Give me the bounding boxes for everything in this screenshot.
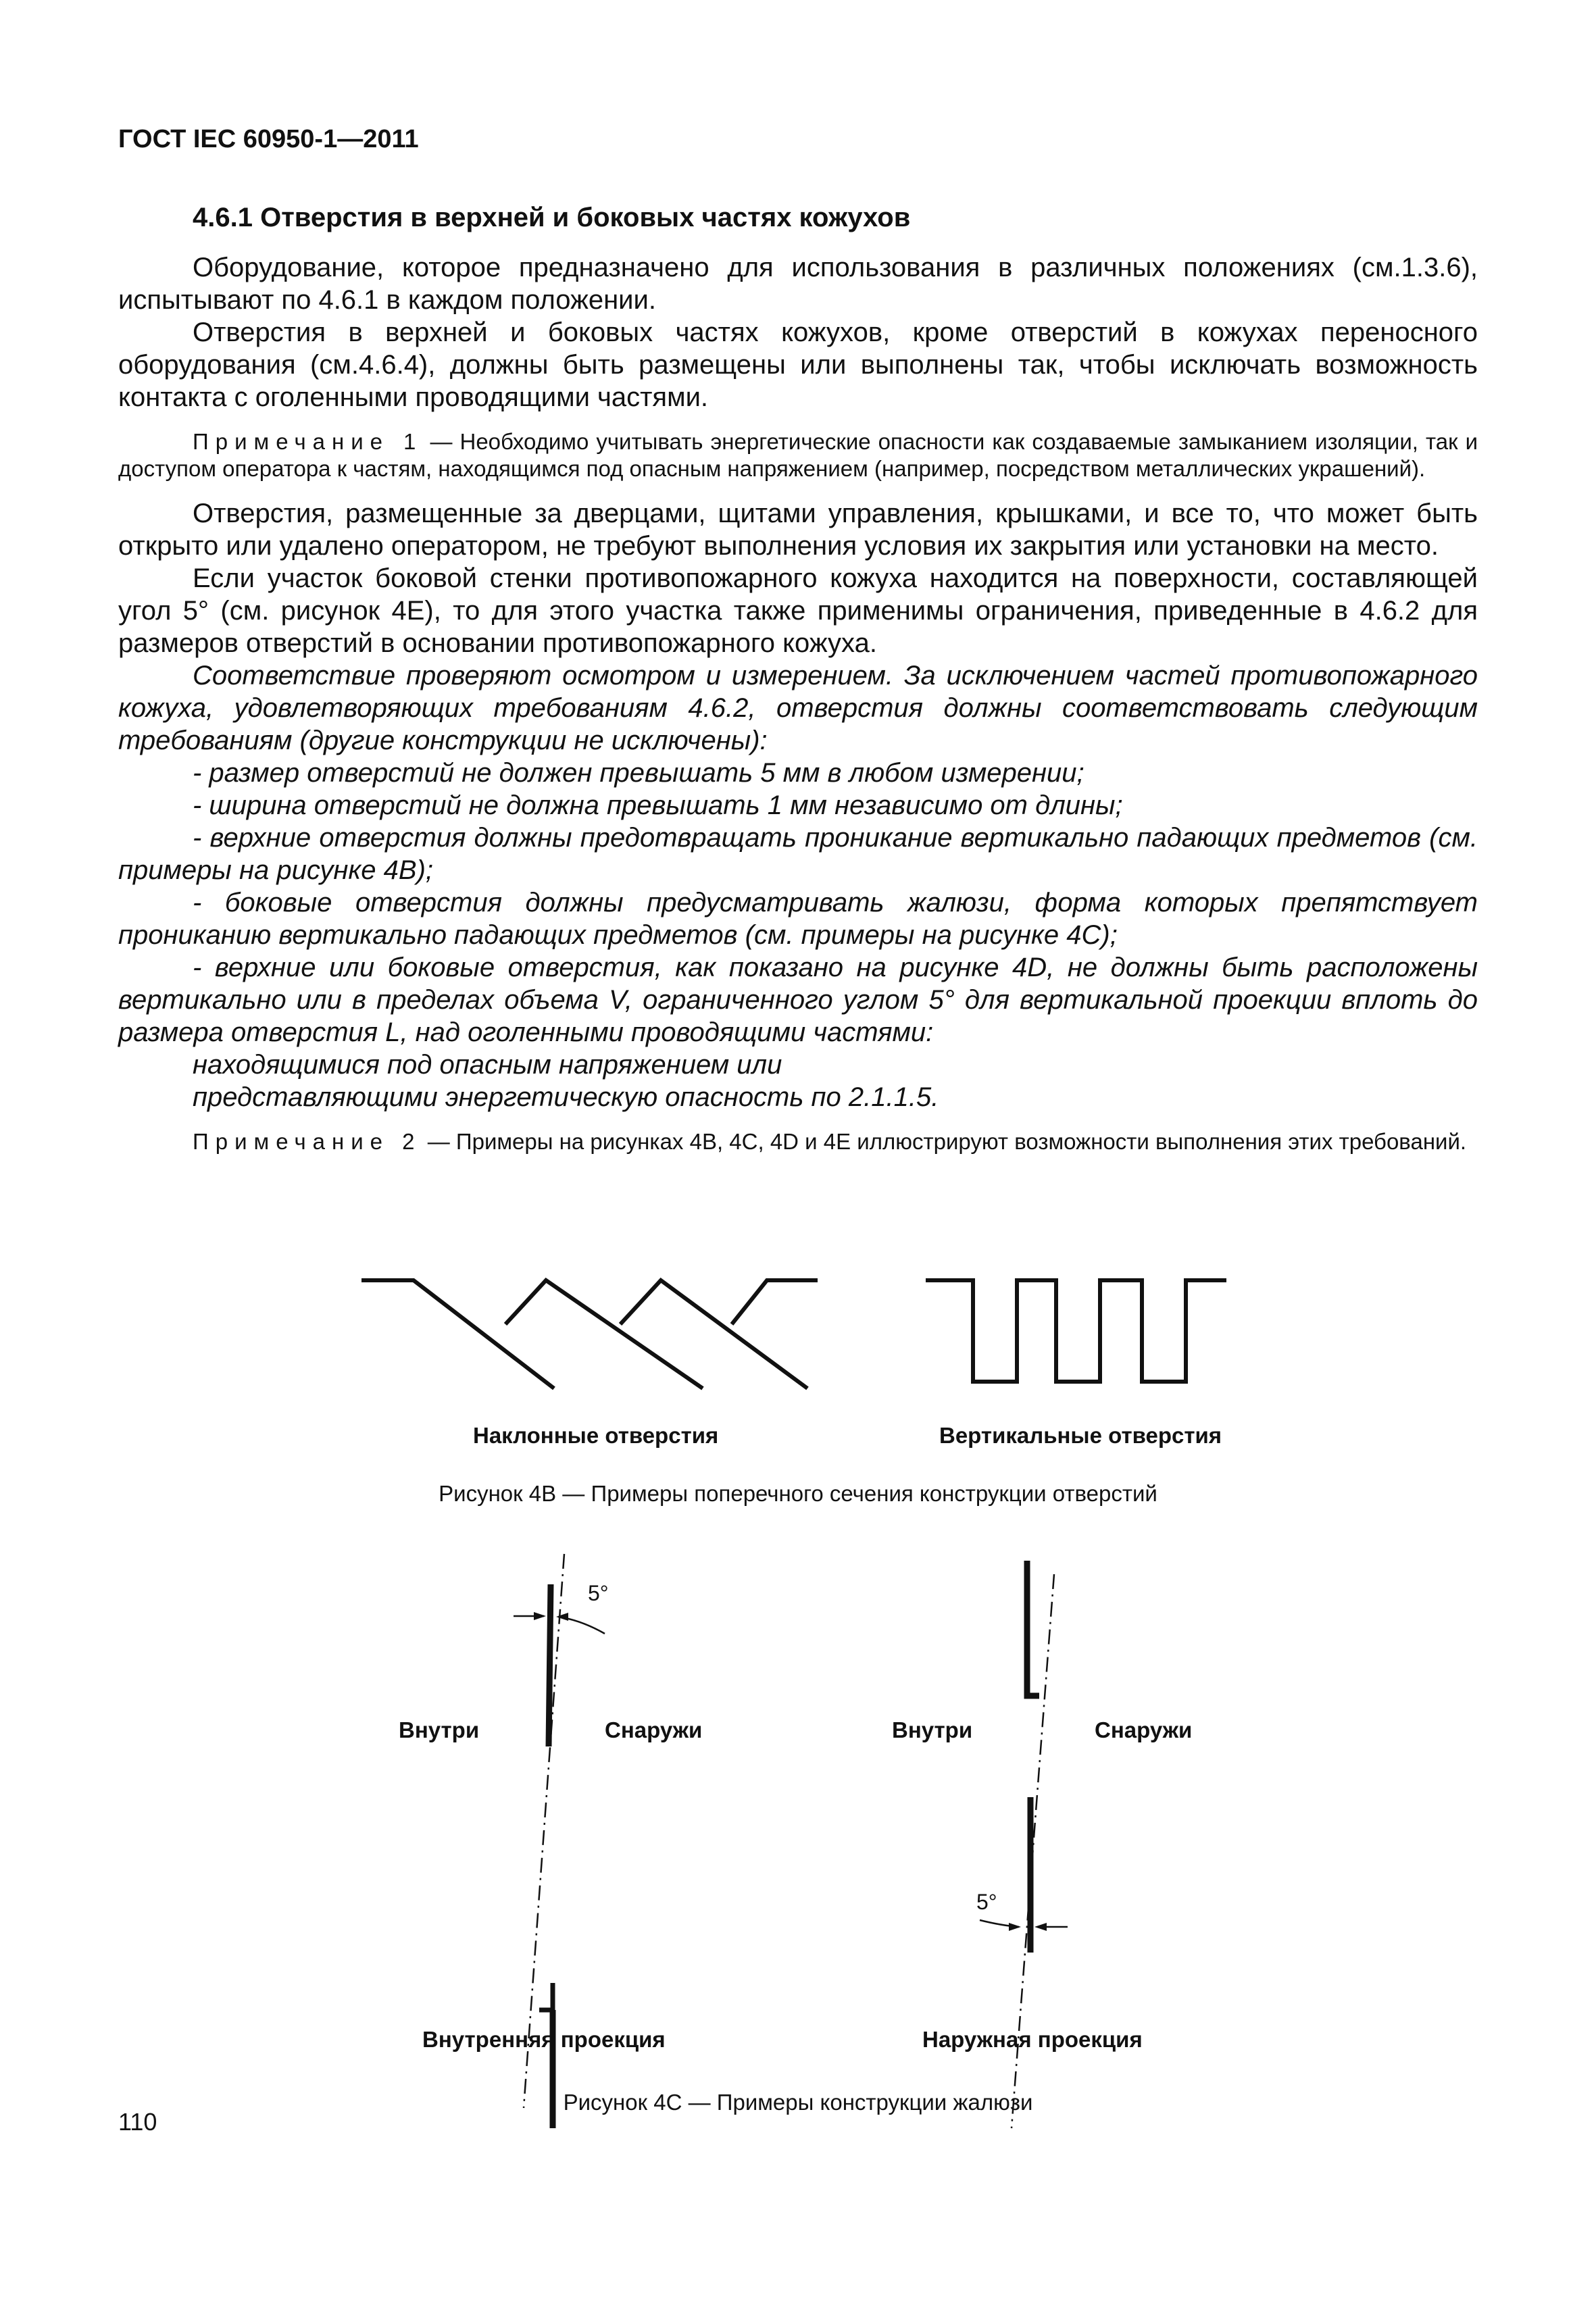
paragraph: Оборудование, которое предназначено для использования в различных положениях (см.1.3.6), испытывают по 4.6.1 в каждом положении. bbox=[118, 253, 1478, 315]
louver-lower-blade bbox=[539, 1983, 553, 2010]
label-inside-right: Внутри bbox=[892, 1717, 973, 1742]
projection-line bbox=[524, 1554, 564, 2108]
louver-upper-blade bbox=[549, 1584, 551, 1746]
arrowhead bbox=[534, 1612, 546, 1620]
label-vertical: Вертикальные отверстия bbox=[939, 1423, 1222, 1448]
louver-upper-blade bbox=[1027, 1561, 1039, 1696]
paragraph: Отверстия в верхней и боковых частях кожухов, кроме отверстий в кожухах переносного оборудования (см.4.6.4), должны быть размещены или выполнены так, чтобы исключать возможность контакта с оголенными проводящими частями. bbox=[118, 318, 1478, 412]
arrowhead bbox=[1034, 1923, 1047, 1931]
paragraph: Отверстия, размещенные за дверцами, щитами управления, крышками, и все то, что может быть открыто или удалено оператором, не требуют выполнения условия их закрытия или установки на место. bbox=[118, 499, 1478, 561]
angle-right: 5° bbox=[976, 1890, 997, 1914]
list-item: - размер отверстий не должен превышать 5 мм в любом измерении; bbox=[193, 758, 1084, 788]
label-external-projection: Наружная проекция bbox=[922, 2027, 1143, 2052]
document-code: ГОСТ IEC 60950-1—2011 bbox=[118, 125, 419, 153]
note-text: — Необходимо учитывать энергетические опасности как создаваемые замыканием изоляции, так и доступом оператора к частям, находящимся под опасным напряжением (например, посредством металлических украшений). bbox=[118, 429, 1478, 481]
note-label: Примечание 2 bbox=[193, 1129, 422, 1154]
list-item: - боковые отверстия должны предусматривать жалюзи, форма которых препятствует прониканию вертикально падающих предметов (см. примеры на рисунке 4C); bbox=[118, 888, 1478, 950]
arrowhead bbox=[1009, 1923, 1021, 1931]
list-item: - ширина отверстий не должна превышать 1 мм независимо от длины; bbox=[193, 790, 1123, 820]
list-item: представляющими энергетическую опасность по 2.1.1.5. bbox=[193, 1082, 939, 1112]
section-title: 4.6.1 Отверстия в верхней и боковых частях кожухов bbox=[193, 203, 911, 232]
label-internal-projection: Внутренняя проекция bbox=[422, 2027, 666, 2052]
caption-4b: Рисунок 4B — Примеры поперечного сечения конструкции отверстий bbox=[439, 1481, 1157, 1506]
angle-left: 5° bbox=[588, 1581, 609, 1605]
paragraph-compliance: Соответствие проверяют осмотром и измерением. За исключением частей противопожарного кожуха, удовлетворяющих требованиям 4.6.2, отверстия должны соответствовать следующим требованиям (другие конструкции не исключены): bbox=[118, 661, 1478, 755]
note-text: — Примеры на рисунках 4B, 4C, 4D и 4E иллюстрируют возможности выполнения этих требований. bbox=[421, 1129, 1467, 1154]
paragraph: Если участок боковой стенки противопожарного кожуха находится на поверхности, составляющей угол 5° (см. рисунок 4E), то для этого участка также применимы ограничения, приведенные в 4.6.2 для размеров отверстий в основании противопожарного кожуха. bbox=[118, 563, 1478, 658]
label-inside-left: Внутри bbox=[399, 1717, 480, 1742]
list-item: - верхние отверстия должны предотвращать проникание вертикально падающих предметов (см. примеры на рисунке 4B); bbox=[118, 823, 1478, 885]
label-outside-right: Снаружи bbox=[1095, 1717, 1193, 1742]
label-outside-left: Снаружи bbox=[605, 1717, 703, 1742]
arrowhead bbox=[556, 1613, 568, 1621]
label-inclined: Наклонные отверстия bbox=[473, 1423, 719, 1448]
note-label: Примечание 1 bbox=[193, 429, 423, 454]
caption-4c: Рисунок 4C — Примеры конструкции жалюзи bbox=[563, 2090, 1033, 2115]
page-number: 110 bbox=[118, 2108, 157, 2136]
list-item: - верхние или боковые отверстия, как показано на рисунке 4D, не должны быть расположены вертикально или в пределах объема V, ограниченного углом 5° для вертикальной проекции вплоть до размера отверстия L, над оголенными проводящими частями: bbox=[118, 953, 1478, 1047]
list-item: находящимися под опасным напряжением или bbox=[193, 1050, 782, 1080]
